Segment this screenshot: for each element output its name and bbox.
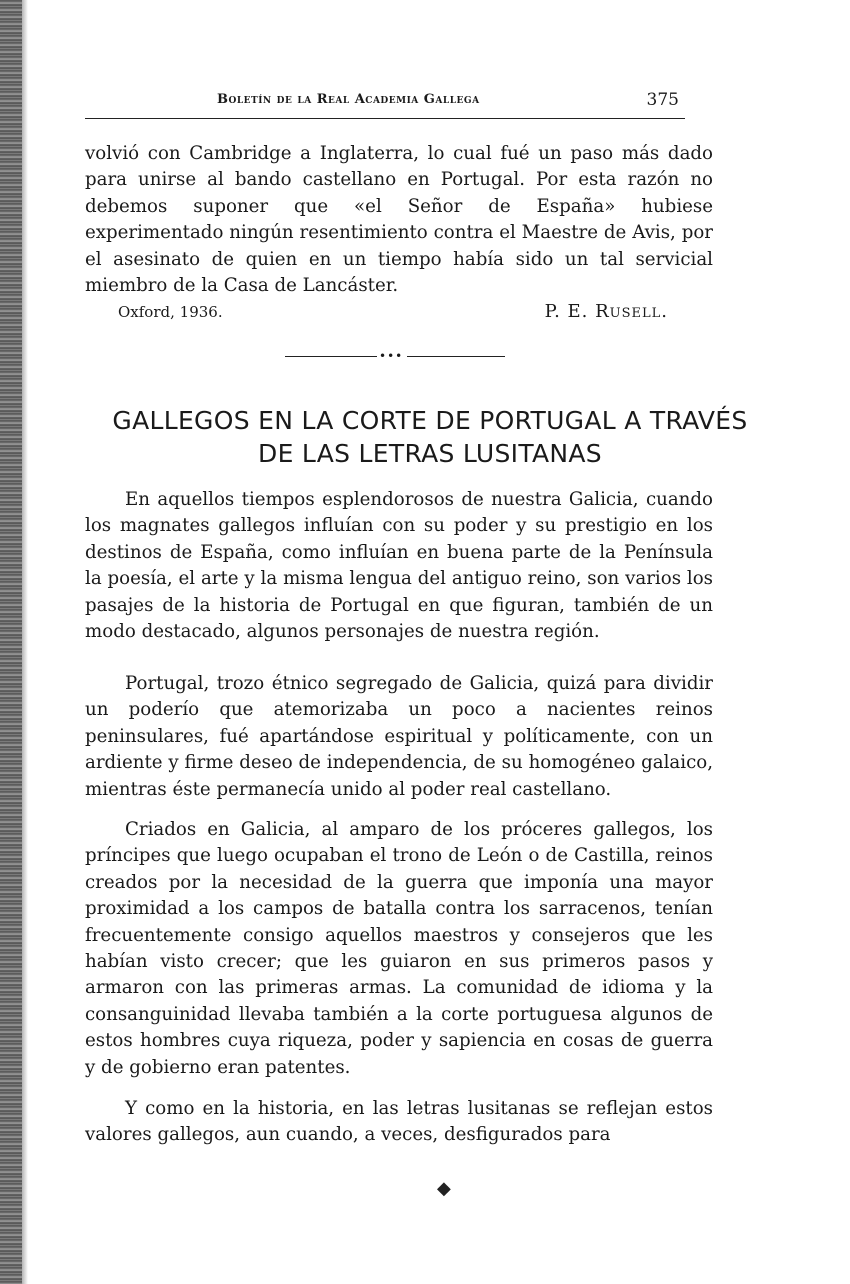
running-title: Boletín de la Real Academia Gallega [217, 92, 480, 107]
article-title [85, 404, 775, 470]
article-paragraph-4: Y como en la historia, en las letras lusitanas se reflejan estos valores gallegos, aun cuando, a veces, desfigurados para [85, 1098, 713, 1146]
place-date: Oxford, 1936. [118, 303, 223, 321]
article-title-line-2: DE LAS LETRAS LUSITANAS [258, 439, 602, 468]
page-number: 375 [646, 90, 679, 110]
article-paragraph-1: En aquellos tiempos esplendorosos de nuestra Galicia, cuando los magnates gallegos influían con su poder y su prestigio en los destinos de España, como influían en buena parte de la Península la poesía, el arte y la misma lengua del antiguo reino, son varios los pasajes de la historia de Portugal en que figuran, también de un modo destacado, algunos personajes de nuestra región. [85, 489, 713, 643]
signature-row [118, 301, 668, 327]
page-binding-edge [0, 0, 22, 1284]
running-header [85, 90, 685, 119]
divider-line-right [407, 356, 505, 357]
article-paragraph-3: Criados en Galicia, al amparo de los próceres gallegos, los príncipes que luego ocupaban el trono de León o de Castilla, reinos creados por la necesidad de la guerra que imponía una mayor proximidad a los campos de batalla contra los sarracenos, tenían frecuentemente consigo aquellos maestros y consejeros que les habían visto crecer; que les guiaron en sus primeros pasos y armaron con las primeras armas. La comunidad de idioma y la consanguinidad llevaba también a la corte portuguesa algunos de estos hombres cuya riqueza, poder y sapiencia en cosas de guerra y de gobierno eran patentes. [85, 819, 713, 1078]
article-paragraph-2: Portugal, trozo étnico segregado de Galicia, quizá para dividir un poderío que atemorizaba un poco a nacientes reinos peninsulares, fué apartándose espiritual y políticamente, con un ardiente y firme deseo de independencia, de su homogéneo galaico, mientras éste permanecía unido al poder real castellano. [85, 673, 713, 800]
article-title-line-1: GALLEGOS EN LA CORTE DE PORTUGAL A TRAVÉS [112, 406, 748, 435]
previous-article-closing-paragraph: volvió con Cambridge a Inglaterra, lo cual fué un paso más dado para unirse al bando castellano en Portugal. Por esta razón no debemos suponer que «el Señor de España» hubiese experimentado ningún resentimiento contra el Maestre de Avis, por el asesinato de quien en un tiempo había sido un tal servicial miembro de la Casa de Lancáster. [85, 143, 713, 297]
author-signature: P. E. Rusell. [544, 301, 668, 322]
section-divider-ornament [285, 349, 505, 365]
ink-speck-mark: ◆ [437, 1178, 451, 1199]
divider-line-left [285, 356, 377, 357]
divider-dots: ••• [379, 349, 404, 363]
